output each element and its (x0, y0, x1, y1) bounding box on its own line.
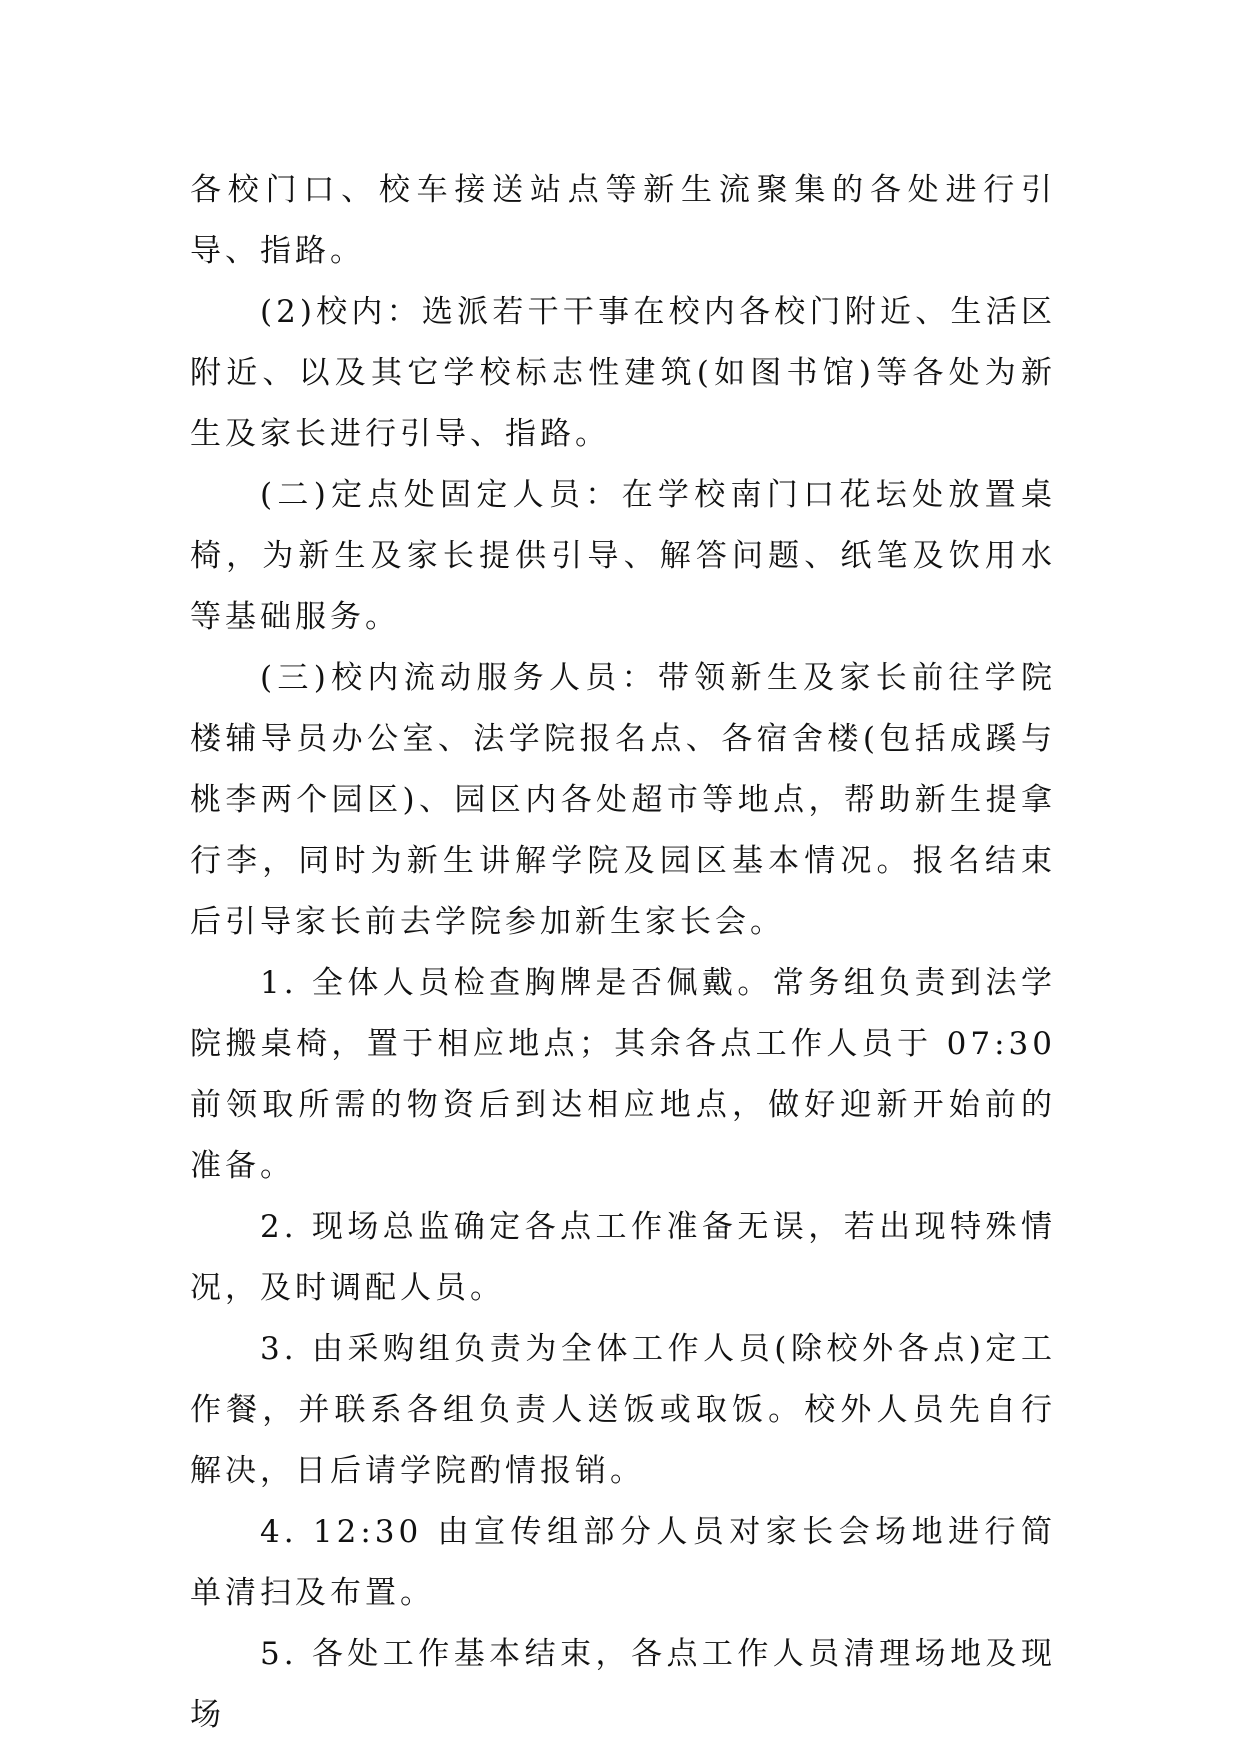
paragraph-1: 各校门口、校车接送站点等新生流聚集的各处进行引导、指路。 (190, 172, 1056, 269)
paragraph-4: (三)校内流动服务人员：带领新生及家长前往学院楼辅导员办公室、法学院报名点、各宿舍楼(包括成蹊与桃李两个园区)、园区内各处超市等地点，帮助新生提拿行李，同时为新生讲解学院及园区基本情况。报名结束后引导家长前去学院参加新生家长会。 (190, 660, 1056, 940)
paragraph-6: 2. 现场总监确定各点工作准备无误，若出现特殊情况，及时调配人员。 (190, 1209, 1056, 1306)
paragraph-8: 4. 12:30 由宣传组部分人员对家长会场地进行简单清扫及布置。 (190, 1514, 1056, 1611)
paragraph-7: 3. 由采购组负责为全体工作人员(除校外各点)定工作餐，并联系各组负责人送饭或取饭。校外人员先自行解决，日后请学院酌情报销。 (190, 1331, 1056, 1489)
paragraph-2: (2)校内：选派若干干事在校内各校门附近、生活区附近、以及其它学校标志性建筑(如图书馆)等各处为新生及家长进行引导、指路。 (190, 294, 1056, 452)
paragraph-9: 5. 各处工作基本结束，各点工作人员清理场地及现场 (190, 1636, 1056, 1733)
document-body (190, 160, 1056, 1746)
paragraph-3: (二)定点处固定人员：在学校南门口花坛处放置桌椅，为新生及家长提供引导、解答问题、纸笔及饮用水等基础服务。 (190, 477, 1056, 635)
paragraph-5: 1. 全体人员检查胸牌是否佩戴。常务组负责到法学院搬桌椅，置于相应地点；其余各点工作人员于 07:30 前领取所需的物资后到达相应地点，做好迎新开始前的准备。 (190, 965, 1056, 1184)
